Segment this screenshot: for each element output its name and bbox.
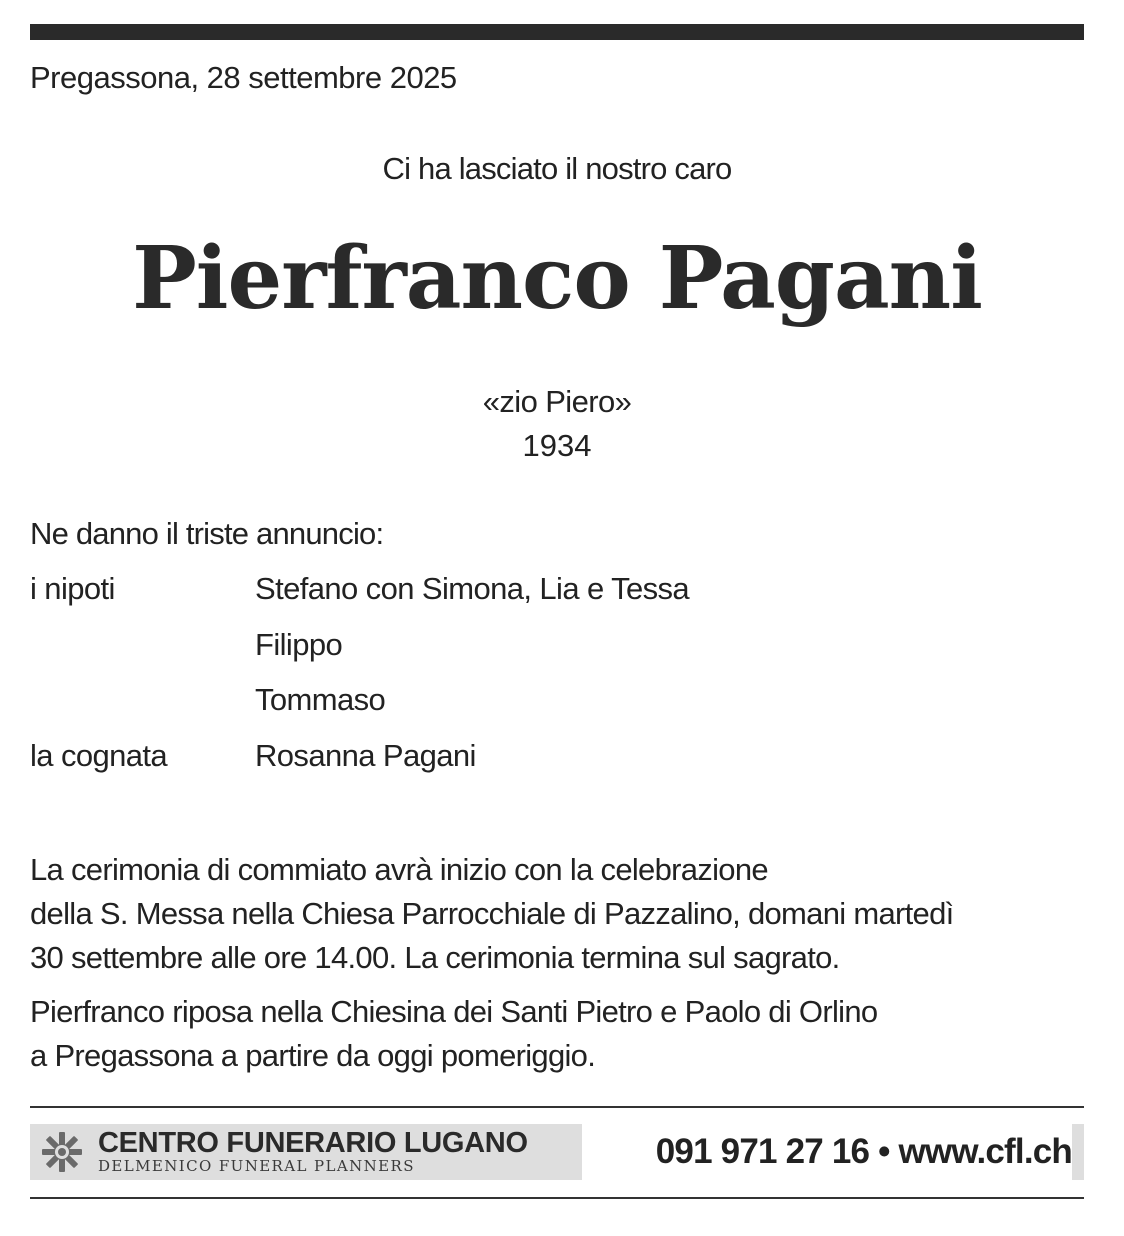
ceremony-line: 30 settembre alle ore 14.00. La cerimonia termina sul sagrato. xyxy=(30,940,840,975)
birth-year: 1934 xyxy=(522,428,592,463)
top-rule-bar xyxy=(30,24,1084,40)
resting-place-line: Pierfranco riposa nella Chiesina dei Santi Pietro e Paolo di Orlino xyxy=(30,994,878,1029)
deceased-name: Pierfranco Pagani xyxy=(132,228,982,329)
snowflake-cross-logo-icon xyxy=(38,1130,86,1174)
footer-bottom-divider xyxy=(30,1197,1084,1199)
nickname: «zio Piero» xyxy=(482,384,632,419)
funeral-home-subtitle: DELMENICO FUNERAL PLANNERS xyxy=(98,1157,415,1175)
contact-phone-website: 091 971 27 16 • www.cfl.ch xyxy=(655,1132,1072,1171)
mourner-names: Rosanna Pagani xyxy=(255,738,476,773)
resting-place-text xyxy=(30,990,877,1078)
ceremony-text xyxy=(30,848,1090,1073)
intro-line: Ci ha lasciato il nostro caro xyxy=(382,151,732,186)
mourner-names: Filippo xyxy=(255,627,343,662)
mourner-relation: i nipoti xyxy=(30,571,115,606)
contact-box xyxy=(582,1124,1072,1180)
funeral-home-name: CENTRO FUNERARIO LUGANO xyxy=(98,1127,528,1159)
mourner-names: Tommaso xyxy=(255,682,386,717)
mourner-relation: la cognata xyxy=(30,738,168,773)
ceremony-line: della S. Messa nella Chiesa Parrocchiale di Pazzalino, domani martedì xyxy=(30,896,954,931)
mourner-names: Stefano con Simona, Lia e Tessa xyxy=(255,571,690,606)
place-and-date: Pregassona, 28 settembre 2025 xyxy=(30,60,457,95)
footer-top-divider xyxy=(30,1106,1084,1108)
ceremony-line: La cerimonia di commiato avrà inizio con la celebrazione xyxy=(30,852,768,887)
announcement-heading: Ne danno il triste annuncio: xyxy=(30,516,384,551)
funeral-home-footer xyxy=(30,1124,1084,1180)
resting-place-line: a Pregassona a partire da oggi pomeriggio. xyxy=(30,1038,596,1073)
